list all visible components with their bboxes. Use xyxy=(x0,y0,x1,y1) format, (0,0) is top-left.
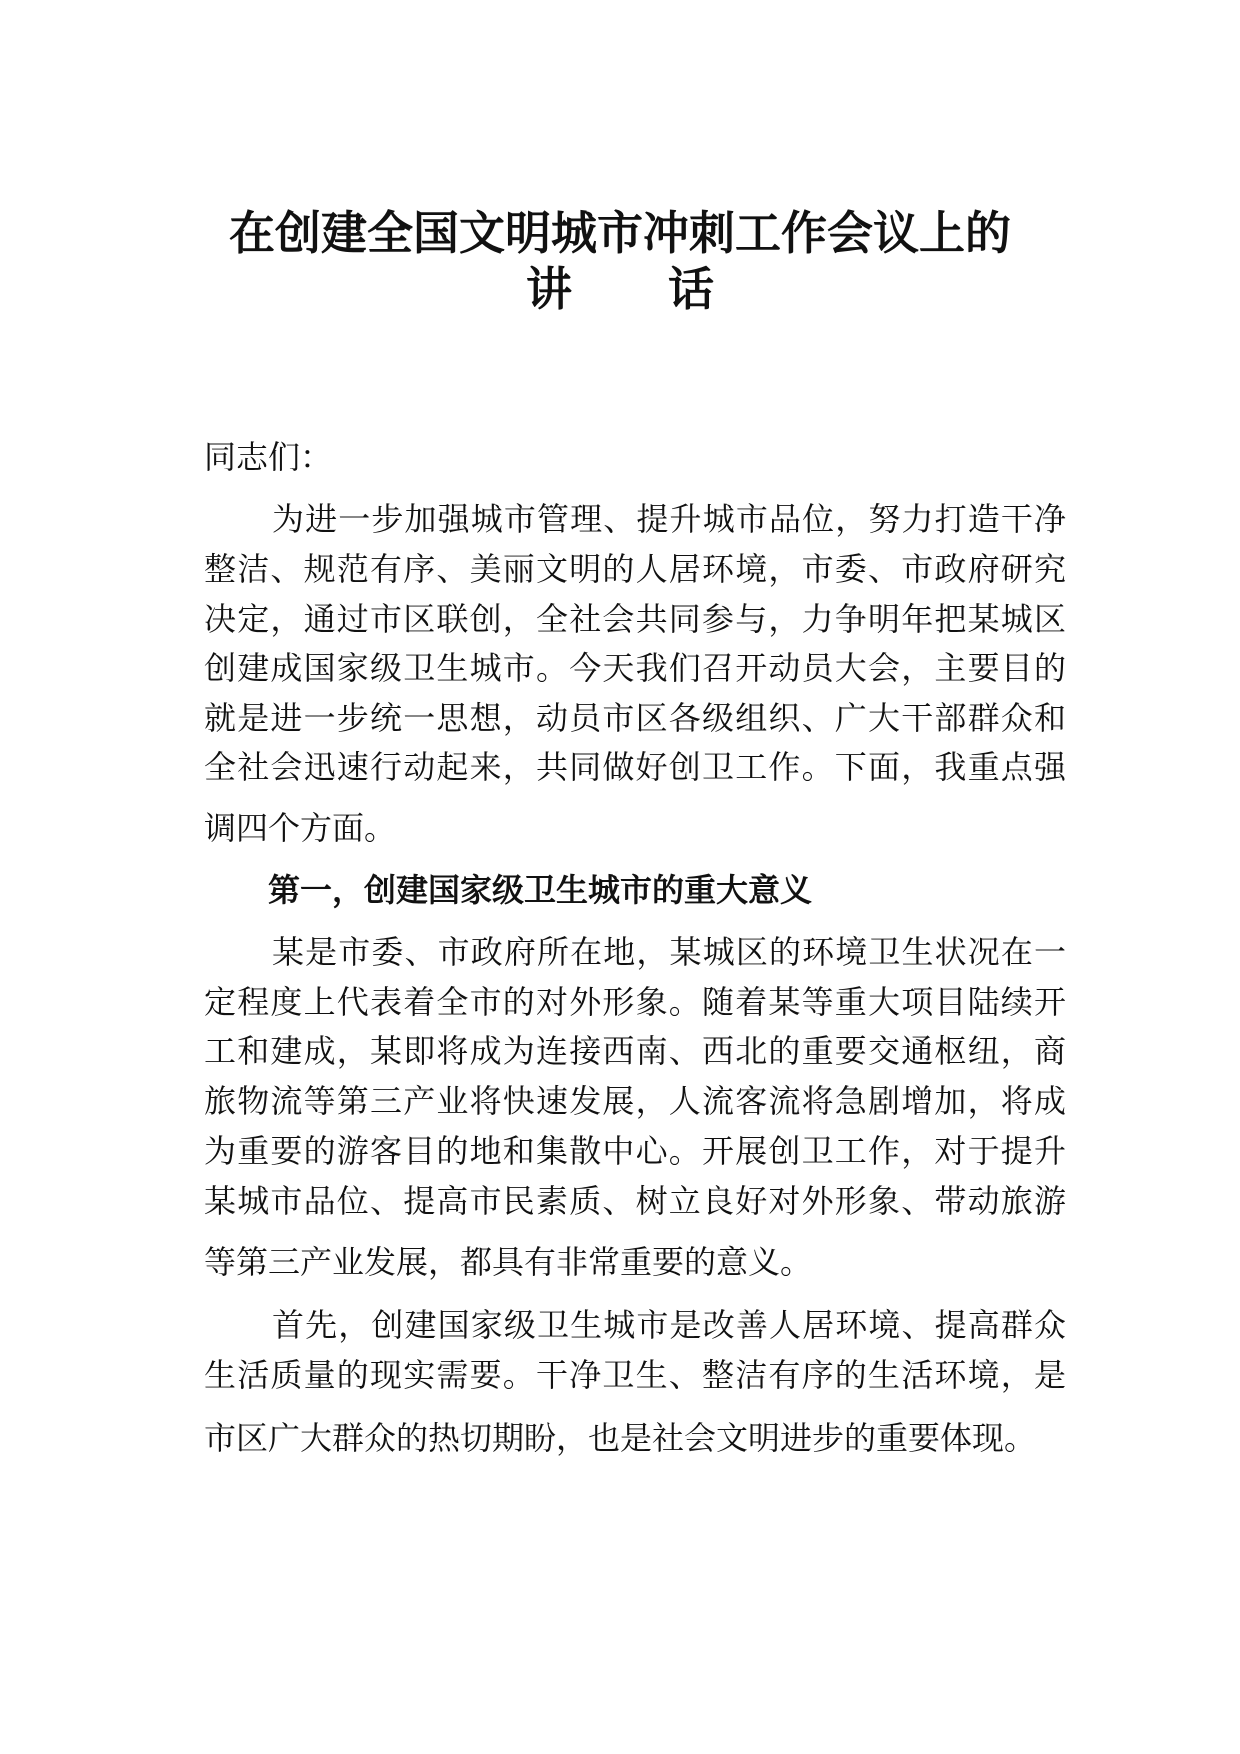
title-char-1: 讲 xyxy=(526,262,572,316)
para1-line-6: 全社会迅速行动起来，共同做好创卫工作。下面，我重点强 xyxy=(204,748,1066,786)
section-heading-1: 第一，创建国家级卫生城市的重大意义 xyxy=(268,871,813,909)
para2-line-2: 定程度上代表着全市的对外形象。随着某等重大项目陆续开 xyxy=(204,983,1066,1021)
para1-line-5: 就是进一步统一思想，动员市区各级组织、广大干部群众和 xyxy=(204,699,1066,737)
title-line-2 xyxy=(0,261,1240,317)
para2-line-4: 旅物流等第三产业将快速发展，人流客流将急剧增加，将成 xyxy=(204,1082,1066,1120)
para3-line-2: 生活质量的现实需要。干净卫生、整洁有序的生活环境，是 xyxy=(204,1356,1066,1394)
document-title xyxy=(0,205,1240,317)
para2-line-6: 某城市品位、提高市民素质、树立良好对外形象、带动旅游 xyxy=(204,1182,1066,1220)
para2-line-7: 等第三产业发展，都具有非常重要的意义。 xyxy=(204,1243,813,1281)
para1-line-3: 决定，通过市区联创，全社会共同参与，力争明年把某城区 xyxy=(204,600,1066,638)
para2-line-5: 为重要的游客目的地和集散中心。开展创卫工作，对于提升 xyxy=(204,1132,1066,1170)
para1-line-7: 调四个方面。 xyxy=(204,809,397,847)
title-line-1: 在创建全国文明城市冲刺工作会议上的 xyxy=(229,206,1011,260)
title-char-2: 话 xyxy=(668,262,714,316)
para3-line-3: 市区广大群众的热切期盼，也是社会文明进步的重要体现。 xyxy=(204,1419,1037,1457)
para2-line-3: 工和建成，某即将成为连接西南、西北的重要交通枢纽，商 xyxy=(204,1032,1066,1070)
para3-line-1: 首先，创建国家级卫生城市是改善人居环境、提高群众 xyxy=(272,1306,1066,1344)
salutation: 同志们： xyxy=(204,438,333,476)
para2-line-1: 某是市委、市政府所在地，某城区的环境卫生状况在一 xyxy=(272,933,1066,971)
para1-line-4: 创建成国家级卫生城市。今天我们召开动员大会，主要目的 xyxy=(204,649,1066,687)
para1-line-1: 为进一步加强城市管理、提升城市品位，努力打造干净 xyxy=(272,500,1066,538)
para1-line-2: 整洁、规范有序、美丽文明的人居环境，市委、市政府研究 xyxy=(204,550,1066,588)
